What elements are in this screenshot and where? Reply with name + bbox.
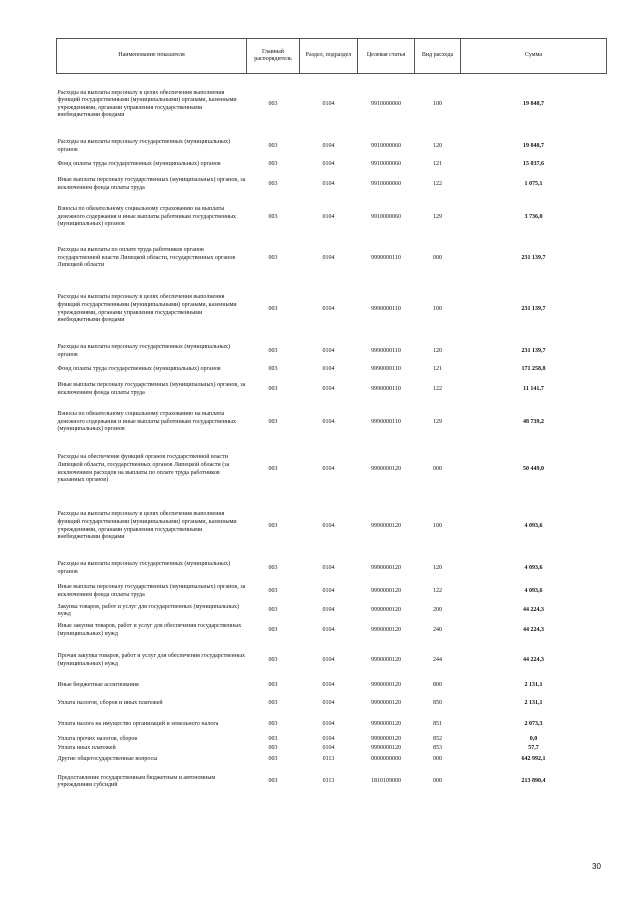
cell-target: 9910000060 [371, 142, 401, 149]
cell-admin: 003 [268, 720, 278, 727]
cell-target: 9910000060 [371, 161, 401, 168]
cell-section: 0113 [322, 756, 335, 763]
table-row [57, 736, 607, 745]
cell-name: Расходы на выплаты персоналу государственных (муниципальных) органов [57, 343, 230, 358]
cell-exp-type: 000 [433, 465, 442, 472]
cell-section: 0104 [322, 745, 335, 752]
cell-sum: 231 139,7 [521, 254, 546, 261]
cell-sum: 44 224,3 [523, 626, 544, 633]
cell-sum: 57,7 [528, 745, 539, 752]
table-row [57, 619, 607, 643]
cell-name: Расходы на обеспечение функций органов государственной власти Липецкой области, государственных органов Липецкой области (за исключением расходов на выплаты по оплате труда работников указанных органов) [57, 454, 230, 484]
cell-section: 0104 [322, 465, 335, 472]
table-row [57, 444, 607, 496]
cell-admin: 003 [268, 366, 278, 373]
header-exp-type: Вид расхода [415, 39, 461, 74]
cell-name: Расходы на выплаты персоналу государственных (муниципальных) органов [57, 560, 230, 575]
cell-exp-type: 851 [433, 720, 442, 727]
cell-sum: 19 848,7 [523, 100, 544, 107]
cell-target: 9910000060 [371, 180, 401, 187]
cell-target: 9990000120 [371, 587, 401, 594]
cell-admin: 003 [268, 564, 278, 571]
cell-admin: 003 [268, 254, 278, 261]
cell-admin: 003 [268, 682, 278, 689]
cell-admin: 003 [268, 385, 278, 392]
cell-exp-type: 800 [433, 682, 442, 689]
cell-name: Иные выплаты персоналу государственных (муниципальных) органов, за исключением фонда оплаты труда [57, 381, 246, 396]
cell-admin: 003 [268, 142, 278, 149]
cell-target: 9910000060 [371, 213, 401, 220]
cell-admin: 003 [268, 778, 278, 785]
cell-admin: 003 [268, 161, 278, 168]
cell-name: Взносы по обязательному социальному страхованию на выплаты денежного содержания и иные выплаты работникам государственных (муниципальных) органов [57, 206, 237, 228]
cell-target: 9990000120 [371, 564, 401, 571]
cell-target: 9990000120 [371, 522, 401, 529]
cell-name: Уплата иных платежей [57, 745, 116, 752]
table-row [57, 580, 607, 604]
cell-admin: 003 [268, 607, 278, 614]
cell-sum: 4 093,6 [524, 564, 543, 571]
cell-name: Фонд оплаты труда государственных (муниципальных) органов [57, 161, 221, 168]
table-row [57, 378, 607, 402]
cell-name: Расходы на выплаты персоналу в целях обеспечения выполнения функций государственными (муниципальными) органами, казенными учреждениями, органами управления государственными внебюджетными фондами [57, 294, 237, 324]
cell-target: 9990000110 [371, 254, 401, 261]
cell-target: 9990000110 [371, 418, 401, 425]
table-row [57, 158, 607, 173]
cell-section: 0104 [322, 305, 335, 312]
budget-table-container [56, 38, 606, 798]
cell-admin: 003 [268, 699, 278, 706]
cell-exp-type: 122 [433, 385, 442, 392]
cell-admin: 003 [268, 522, 278, 529]
header-target: Целевая статья [358, 39, 415, 74]
cell-sum: 171 258,8 [521, 366, 546, 373]
page-number: 30 [592, 862, 601, 871]
table-row [57, 341, 607, 363]
cell-target: 9990000110 [371, 366, 401, 373]
cell-sum: 231 139,7 [521, 305, 546, 312]
cell-section: 0104 [322, 100, 335, 107]
cell-sum: 11 141,7 [523, 385, 544, 392]
cell-target: 9990000120 [371, 626, 401, 633]
header-sum: Сумма [461, 39, 607, 74]
cell-admin: 003 [268, 656, 278, 663]
cell-exp-type: 100 [433, 100, 442, 107]
cell-exp-type: 120 [433, 347, 442, 354]
cell-section: 0104 [322, 254, 335, 261]
cell-exp-type: 121 [433, 161, 442, 168]
cell-admin: 003 [268, 465, 278, 472]
cell-exp-type: 240 [433, 626, 442, 633]
table-row [57, 754, 607, 767]
cell-exp-type: 120 [433, 142, 442, 149]
cell-name: Иные выплаты персоналу государственных (муниципальных) органов, за исключением фонда оплаты труда [57, 176, 246, 191]
cell-sum: 213 890,4 [521, 778, 546, 785]
header-name: Наименование показателя [57, 39, 247, 74]
cell-exp-type: 120 [433, 564, 442, 571]
cell-exp-type: 000 [433, 778, 442, 785]
cell-target: 9990000120 [371, 465, 401, 472]
cell-sum: 0,0 [529, 736, 538, 743]
cell-admin: 003 [268, 745, 278, 752]
cell-sum: 44 224,3 [523, 656, 544, 663]
cell-section: 0104 [322, 626, 335, 633]
cell-sum: 48 739,2 [523, 418, 544, 425]
cell-exp-type: 129 [433, 418, 442, 425]
table-row [57, 279, 607, 341]
cell-admin: 003 [268, 418, 278, 425]
cell-sum: 642 992,1 [521, 756, 546, 763]
table-row [57, 679, 607, 694]
cell-exp-type: 122 [433, 587, 442, 594]
cell-name: Уплата прочих налогов, сборов [57, 736, 138, 743]
header-admin: Главный распорядитель [247, 39, 300, 74]
cell-section: 0104 [322, 587, 335, 594]
cell-admin: 003 [268, 756, 278, 763]
cell-name: Иные закупки товаров, работ и услуг для обеспечения государственных (муниципальных) нужд [57, 623, 242, 637]
cell-admin: 003 [268, 305, 278, 312]
cell-name: Закупка товаров, работ и услуг для государственных (муниципальных) нужд [57, 603, 240, 618]
cell-section: 0104 [322, 682, 335, 689]
cell-sum: 50 449,0 [523, 465, 544, 472]
table-row [57, 745, 607, 754]
cell-target: 9990000120 [371, 699, 401, 706]
cell-name: Расходы на выплаты персоналу в целях обеспечения выполнения функций государственными (муниципальными) органами, казенными учреждениями, органами управления государственными внебюджетными фондами [57, 511, 237, 541]
table-row [57, 558, 607, 580]
cell-section: 0104 [322, 385, 335, 392]
cell-sum: 4 093,6 [524, 587, 543, 594]
cell-exp-type: 853 [433, 745, 442, 752]
cell-section: 0113 [322, 778, 335, 785]
cell-section: 0104 [322, 564, 335, 571]
cell-target: 1810109000 [371, 778, 401, 785]
cell-target: 9990000110 [371, 305, 401, 312]
cell-target: 9990000110 [371, 347, 401, 354]
cell-target: 9990000120 [371, 682, 401, 689]
cell-sum: 44 224,3 [523, 607, 544, 614]
table-row [57, 363, 607, 378]
cell-admin: 003 [268, 213, 278, 220]
cell-name: Прочая закупка товаров, работ и услуг для обеспечения государственных (муниципальных) нужд [57, 653, 245, 667]
cell-sum: 4 093,6 [524, 522, 543, 529]
cell-section: 0104 [322, 699, 335, 706]
table-row [57, 239, 607, 279]
cell-exp-type: 852 [433, 736, 442, 743]
table-row [57, 136, 607, 158]
cell-admin: 003 [268, 100, 278, 107]
cell-admin: 003 [268, 736, 278, 743]
cell-name: Расходы на выплаты персоналу в целях обеспечения выполнения функций государственными (муниципальными) органами, казенными учреждениями, органами управления государственными внебюджетными фондами [57, 89, 237, 119]
cell-exp-type: 200 [433, 607, 442, 614]
header-section: Раздел, подраздел [300, 39, 358, 74]
table-row [57, 402, 607, 444]
cell-admin: 003 [268, 347, 278, 354]
table-row [57, 197, 607, 239]
cell-name: Иные бюджетные ассигнования [57, 682, 139, 689]
cell-sum: 2 073,3 [524, 720, 543, 727]
cell-target: 9990000120 [371, 736, 401, 743]
cell-name: Другие общегосударственные вопросы [57, 756, 158, 763]
cell-target: 9990000110 [371, 385, 401, 392]
cell-section: 0104 [322, 180, 335, 187]
cell-exp-type: 100 [433, 522, 442, 529]
cell-section: 0104 [322, 213, 335, 220]
cell-section: 0104 [322, 142, 335, 149]
cell-exp-type: 244 [433, 656, 442, 663]
table-header-row [57, 39, 607, 74]
cell-name: Взносы по обязательному социальному страхованию на выплаты денежного содержания и иные выплаты работникам государственных (муниципальных) органов [57, 411, 237, 433]
table-body [57, 74, 607, 798]
table-row [57, 496, 607, 558]
cell-name: Иные выплаты персоналу государственных (муниципальных) органов, за исключением фонда оплаты труда [57, 583, 246, 598]
cell-sum: 15 037,6 [523, 161, 544, 168]
cell-name: Расходы на выплаты по оплате труда работников органов государственной власти Липецкой области, государственных органов Липецкой области [57, 247, 236, 269]
table-row [57, 714, 607, 736]
table-row [57, 643, 607, 679]
table-row [57, 74, 607, 136]
cell-section: 0104 [322, 347, 335, 354]
cell-admin: 003 [268, 180, 278, 187]
cell-section: 0104 [322, 720, 335, 727]
cell-name: Расходы на выплаты персоналу государственных (муниципальных) органов [57, 138, 230, 153]
cell-section: 0104 [322, 656, 335, 663]
cell-section: 0104 [322, 607, 335, 614]
budget-table [56, 38, 607, 798]
cell-section: 0104 [322, 736, 335, 743]
cell-name: Фонд оплаты труда государственных (муниципальных) органов [57, 366, 221, 373]
table-row [57, 173, 607, 197]
cell-sum: 231 139,7 [521, 347, 546, 354]
table-row [57, 767, 607, 798]
cell-exp-type: 122 [433, 180, 442, 187]
cell-section: 0104 [322, 366, 335, 373]
cell-exp-type: 121 [433, 366, 442, 373]
cell-sum: 19 848,7 [523, 142, 544, 149]
cell-name: Уплата налогов, сборов и иных платежей [57, 699, 163, 706]
cell-exp-type: 000 [433, 254, 442, 261]
cell-target: 9990000120 [371, 720, 401, 727]
cell-name: Предоставление государственным бюджетным и автономным учреждениям субсидий [57, 774, 216, 789]
cell-section: 0104 [322, 161, 335, 168]
cell-admin: 003 [268, 587, 278, 594]
cell-target: 9910000060 [371, 100, 401, 107]
cell-section: 0104 [322, 522, 335, 529]
cell-section: 0104 [322, 418, 335, 425]
cell-sum: 1 075,1 [524, 180, 543, 187]
table-row [57, 604, 607, 619]
cell-exp-type: 000 [433, 756, 442, 763]
cell-target: 9990000120 [371, 607, 401, 614]
cell-sum: 2 131,1 [524, 682, 543, 689]
cell-sum: 2 131,1 [524, 699, 543, 706]
cell-target: 9990000120 [371, 745, 401, 752]
cell-target: 9990000120 [371, 656, 401, 663]
cell-sum: 3 736,0 [524, 213, 543, 220]
cell-exp-type: 100 [433, 305, 442, 312]
cell-name: Уплата налога на имущество организаций и земельного налога [57, 720, 219, 727]
table-row [57, 694, 607, 714]
cell-exp-type: 850 [433, 699, 442, 706]
cell-exp-type: 129 [433, 213, 442, 220]
cell-admin: 003 [268, 626, 278, 633]
cell-target: 0000000000 [371, 756, 401, 763]
